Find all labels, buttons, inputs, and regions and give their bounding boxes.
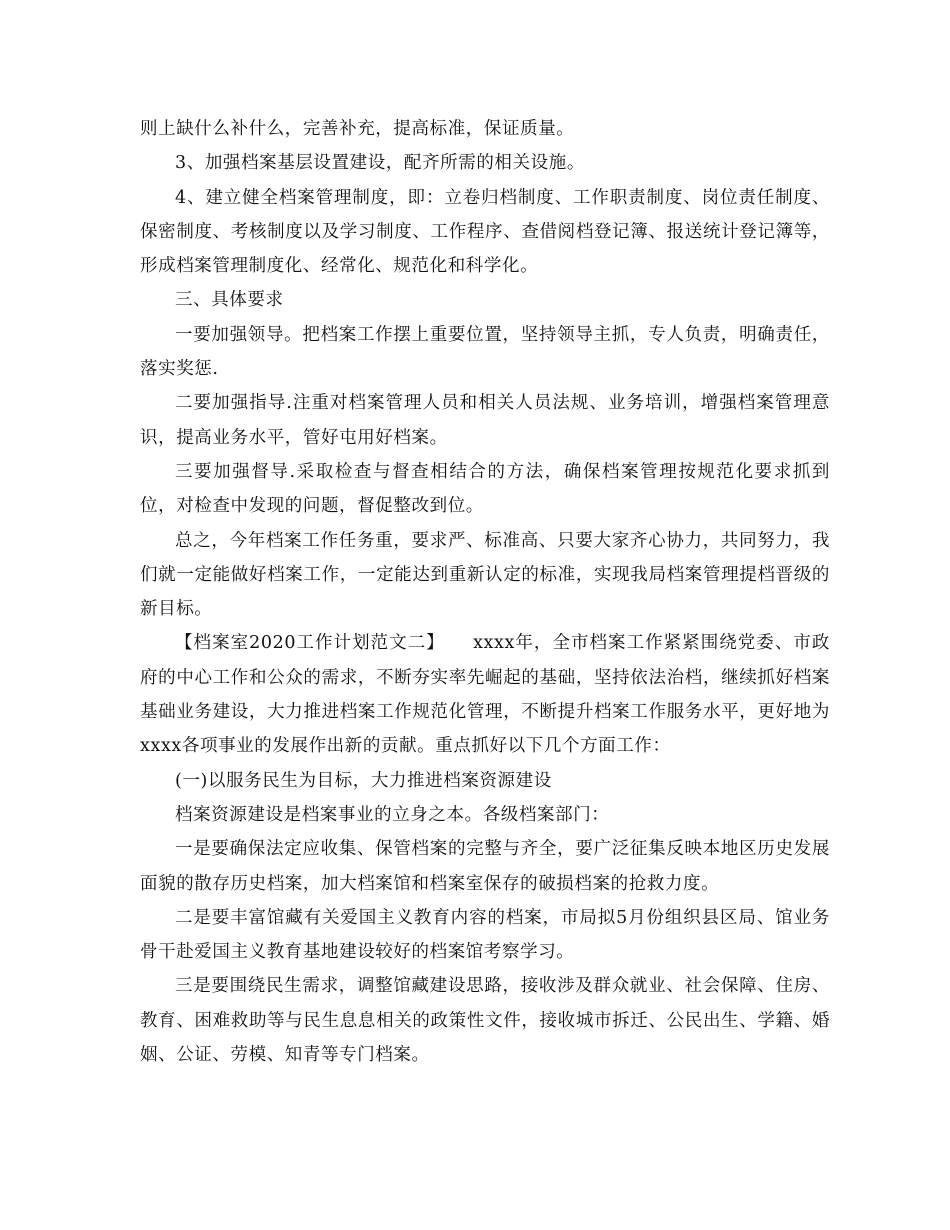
paragraph-resources-intro: 档案资源建设是档案事业的立身之本。各级档案部门： <box>175 804 610 825</box>
paragraph-continuation: 则上缺什么补什么，完善补充，提高标准，保证质量。 <box>140 119 575 139</box>
paragraph-point-three: 三是要围绕民生需求，调整馆藏建设思路，接收涉及群众就业、社会保障、住房、教育、困难救助等与民生息息相关的政策性文件，接收城市拆迁、公民出生、学籍、婚姻、公证、劳模、知青等专门档案。 <box>140 976 830 1066</box>
section-heading-resources: (一)以服务民生为目标，大力推进档案资源建设 <box>175 770 552 791</box>
paragraph-point-one: 一是要确保法定应收集、保管档案的完整与齐全，要广泛征集反映本地区历史发展面貌的散存历史档案，加大档案馆和档案室保存的破损档案的抢救力度。 <box>140 839 830 894</box>
section-heading-requirements: 三、具体要求 <box>175 290 284 311</box>
paragraph-point-two: 二是要丰富馆藏有关爱国主义教育内容的档案，市局拟5月份组织县区局、馆业务骨干赴爱国主义教育基地建设较好的档案馆考察学习。 <box>140 907 830 963</box>
paragraph-item-3: 3、加强档案基层设置建设，配齐所需的相关设施。 <box>175 153 585 174</box>
paragraph-leadership: 一要加强领导。把档案工作摆上重要位置，坚持领导主抓，专人负责，明确责任，落实奖惩. <box>140 324 830 380</box>
document-body <box>140 112 830 1072</box>
paragraph-item-4: 4、建立健全档案管理制度，即：立卷归档制度、工作职责制度、岗位责任制度、保密制度、考核制度以及学习制度、工作程序、查借阅档登记簿、报送统计登记簿等，形成档案管理制度化、经常化、规范化和科学化。 <box>140 187 830 277</box>
paragraph-supervision: 三要加强督导.采取检查与督查相结合的方法，确保档案管理按规范化要求抓到位，对检查中发现的问题，督促整改到位。 <box>140 461 830 517</box>
paragraph-sample-two-intro: 【档案室2020工作计划范文二】 xxxx年，全市档案工作紧紧围绕党委、市政府的中心工作和公众的需求，不断夯实率先崛起的基础，坚持依法治档，继续抓好档案基础业务建设，大力推进档案工作规范化管理，不断提升档案工作服务水平，更好地为xxxx各项事业的发展作出新的贡献。重点抓好以下几个方面工作： <box>140 633 830 757</box>
paragraph-summary: 总之，今年档案工作任务重，要求严、标准高、只要大家齐心协力，共同努力，我们就一定能做好档案工作，一定能达到重新认定的标准，实现我局档案管理提档晋级的新目标。 <box>140 530 830 620</box>
paragraph-guidance: 二要加强指导.注重对档案管理人员和相关人员法规、业务培训，增强档案管理意识，提高业务水平，管好屯用好档案。 <box>140 393 830 448</box>
